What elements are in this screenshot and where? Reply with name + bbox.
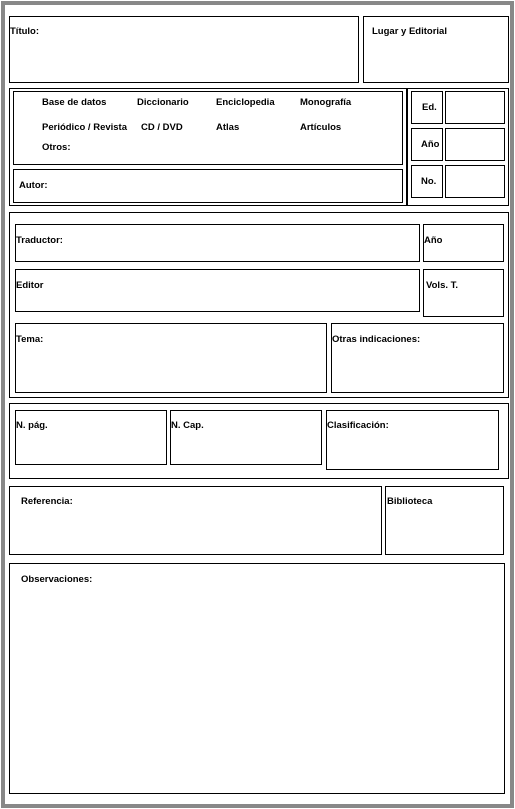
titulo-label: Título: — [10, 26, 40, 37]
titulo-field[interactable] — [9, 16, 359, 83]
tipo-periodico-revista[interactable]: Periódico / Revista — [42, 122, 128, 133]
tipo-enciclopedia[interactable]: Enciclopedia — [216, 97, 275, 108]
ano-traduccion-label: Año — [424, 235, 443, 246]
n-pag-label: N. pág. — [16, 420, 48, 431]
tipo-diccionario[interactable]: Diccionario — [137, 97, 189, 108]
vols-field[interactable] — [423, 269, 504, 317]
tipo-otros[interactable]: Otros: — [42, 142, 71, 153]
tema-field[interactable] — [15, 323, 327, 393]
n-cap-label: N. Cap. — [171, 420, 204, 431]
clasificacion-field[interactable] — [326, 410, 499, 470]
vols-label: Vols. T. — [426, 280, 459, 291]
clasificacion-label: Clasificación: — [327, 420, 389, 431]
tipo-cd-dvd[interactable]: CD / DVD — [141, 122, 183, 133]
referencia-field[interactable] — [9, 486, 382, 555]
tipo-articulos[interactable]: Artículos — [300, 122, 342, 133]
biblioteca-field[interactable] — [385, 486, 504, 555]
lugar-editorial-label: Lugar y Editorial — [372, 26, 447, 37]
autor-label: Autor: — [19, 180, 48, 191]
lugar-editorial-field[interactable] — [363, 16, 509, 83]
ano-input[interactable] — [445, 128, 505, 161]
traductor-field[interactable] — [15, 224, 420, 262]
observaciones-label: Observaciones: — [21, 574, 93, 585]
ed-label-box — [411, 91, 443, 124]
editor-field[interactable] — [15, 269, 420, 312]
ed-label: Ed. — [422, 102, 437, 113]
traductor-label: Traductor: — [16, 235, 63, 246]
referencia-label: Referencia: — [21, 496, 73, 507]
tipo-base-datos[interactable]: Base de datos — [42, 97, 107, 108]
tipo-monografia[interactable]: Monografía — [300, 97, 352, 108]
no-label-box — [411, 165, 443, 198]
no-label: No. — [421, 176, 437, 187]
n-pag-field[interactable] — [15, 410, 167, 465]
otras-indicaciones-label: Otras indicaciones: — [332, 334, 421, 345]
ano-label-box — [411, 128, 443, 161]
ed-input[interactable] — [445, 91, 505, 124]
no-input[interactable] — [445, 165, 505, 198]
otras-indicaciones-field[interactable] — [331, 323, 504, 393]
autor-field[interactable] — [13, 169, 403, 203]
ano-traduccion-field[interactable] — [423, 224, 504, 262]
editor-label: Editor — [16, 280, 44, 291]
n-cap-field[interactable] — [170, 410, 322, 465]
tema-label: Tema: — [16, 334, 44, 345]
tipo-atlas[interactable]: Atlas — [216, 122, 240, 133]
observaciones-field[interactable] — [9, 563, 505, 794]
ano-label: Año — [421, 139, 440, 150]
biblioteca-label: Biblioteca — [387, 496, 433, 507]
